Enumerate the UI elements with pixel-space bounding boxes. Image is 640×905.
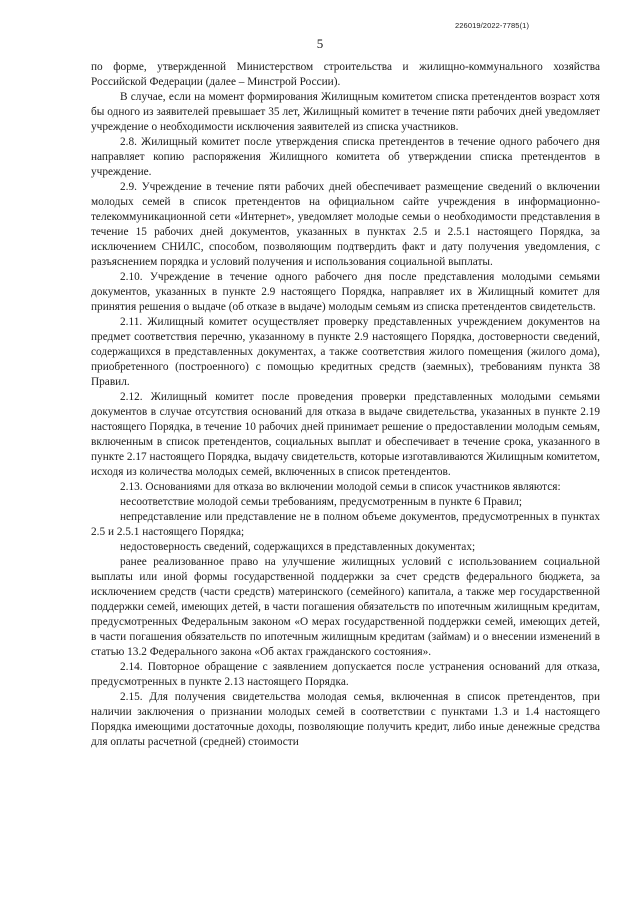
paragraph: несоответствие молодой семьи требованиям, предусмотренным в пункте 6 Правил;: [120, 496, 523, 508]
paragraph: 2.11. Жилищный комитет осуществляет проверку представленных учреждением документов на предмет соответствия перечню, указанному в пункте 2.9 настоящего Порядка, достоверности сведений, содержащихся в представленных документах, а также соответствия жилого помещения (жилого дома), приобретенного (построенного) с помощью кредитных средств (заемных), требованиям пункта 38 Правил.: [91, 316, 600, 388]
paragraph: 2.8. Жилищный комитет после утверждения списка претендентов в течение одного рабочего дня направляет копию распоряжения Жилищного комитета об утверждении списка претендентов в учреждение.: [91, 136, 600, 178]
paragraph: 2.13. Основаниями для отказа во включении молодой семьи в список участников являются:: [120, 481, 561, 493]
document-body: [91, 60, 600, 750]
paragraph: 2.10. Учреждение в течение одного рабочего дня после представления молодыми семьями документов, указанных в пункте 2.9 настоящего Порядка, направляет их в Жилищный комитет для принятия решения о выдаче (об отказе в выдаче) молодым семьям из списка претендентов свидетельств.: [91, 271, 600, 313]
document-id: 226019/2022-7785(1): [455, 21, 530, 30]
paragraph: В случае, если на момент формирования Жилищным комитетом списка претендентов возраст хотя бы одного из заявителей превышает 35 лет, Жилищный комитет в течение пяти рабочих дней уведомляет учреждение о необходимости исключения заявителей из списка участников.: [91, 91, 600, 133]
paragraph: 2.9. Учреждение в течение пяти рабочих дней обеспечивает размещение сведений о включении молодых семей в список претендентов на официальном сайте учреждения в информационно-телекоммуникационной сети «Интернет», уведомляет молодые семьи о необходимости представления в течение 15 рабочих дней документов, указанных в пунктах 2.5 и 2.5.1 настоящего Порядка, за исключением СНИЛС, способом, позволяющим подтвердить факт и дату получения уведомления, с разъяснением порядка и условий получения и использования социальной выплаты.: [91, 181, 600, 268]
paragraph: непредставление или представление не в полном объеме документов, предусмотренных в пунктах 2.5 и 2.5.1 настоящего Порядка;: [91, 511, 600, 538]
page-number: 5: [316, 36, 324, 51]
paragraph: недостоверность сведений, содержащихся в представленных документах;: [120, 541, 476, 553]
paragraph: 2.15. Для получения свидетельства молодая семья, включенная в список претендентов, при наличии заключения о признании молодых семей в соответствии с пунктами 1.3 и 1.4 настоящего Порядка имеющими достаточные доходы, позволяющие получить кредит, либо иные денежные средства для оплаты расчетной (средней) стоимости: [91, 691, 600, 748]
paragraph: 2.12. Жилищный комитет после проведения проверки представленных молодыми семьями документов в случае отсутствия оснований для отказа в выдаче свидетельства, указанных в пункте 2.19 настоящего Порядка, в течение 10 рабочих дней принимает решение о предоставлении молодым семьям, включенным в список претендентов, социальных выплат и обеспечивает в течение срока, указанного в пункте 2.17 настоящего Порядка, выдачу свидетельств, которые изготавливаются Жилищным комитетом, исходя из количества молодых семей, включенных в список претендентов.: [91, 391, 600, 478]
paragraph: по форме, утвержденной Министерством строительства и жилищно-коммунального хозяйства Российской Федерации (далее – Минстрой России).: [91, 61, 600, 88]
paragraph: ранее реализованное право на улучшение жилищных условий с использованием социальной выплаты или иной формы государственной поддержки за счет средств федерального бюджета, за исключением средств (части средств) материнского (семейного) капитала, а также мер государственной поддержки семей, имеющих детей, в части погашения обязательств по ипотечным жилищным кредитам, предусмотренных Федеральным законом «О мерах государственной поддержки семей, имеющих детей, в части погашения обязательств по ипотечным жилищным кредитам (займам) и о внесении изменений в статью 13.2 Федерального закона «Об актах гражданского состояния».: [91, 556, 600, 658]
paragraph: 2.14. Повторное обращение с заявлением допускается после устранения оснований для отказа, предусмотренных в пункте 2.13 настоящего Порядка.: [91, 661, 600, 688]
